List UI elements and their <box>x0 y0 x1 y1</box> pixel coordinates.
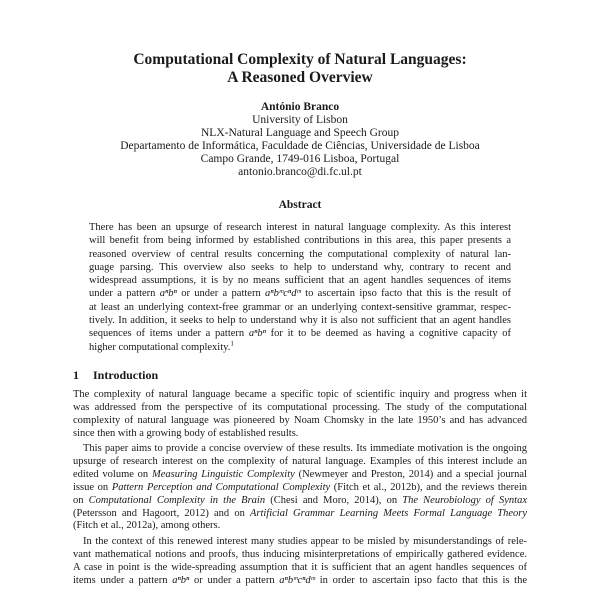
text-run: (Petersson and Hagoort, 2012) and on <box>73 507 250 519</box>
cited-title: Artificial Grammar Learning Meets Formal Language Theory <box>249 507 527 519</box>
text-run: in order to ascertain ipso facto that this is the <box>315 574 527 586</box>
body-line: was addressed from the perspective of its computational processing. The study of the computational <box>73 401 527 413</box>
text-run: items under a pattern <box>73 574 173 586</box>
text-run: under a pattern <box>89 288 160 300</box>
body-line: upsurge of research interest on the complexity of natural language. Examples of this interest include an <box>73 455 527 467</box>
abstract-line: widespread assumptions, it is by no means sufficient that an agent handles sequences of items <box>89 275 511 287</box>
text-run: to ascertain ipso facto that this is the result of <box>300 288 511 300</box>
body-line <box>73 575 527 588</box>
author-department: Departamento de Informática, Faculdade de Ciências, Universidade de Lisboa <box>120 140 480 152</box>
section-number: 1 <box>73 368 79 382</box>
abstract-text <box>89 221 511 354</box>
footnote-mark: 1 <box>230 340 234 348</box>
paper-title-line-1: Computational Complexity of Natural Languages: <box>133 51 467 68</box>
section-title: Introduction <box>93 368 159 382</box>
text-run: (Fitch et al., 2012b), and the reviews therein <box>330 481 527 493</box>
author-block <box>60 101 540 179</box>
text-run: on <box>73 494 89 506</box>
cited-title: The Neurobiology of Syntax <box>402 494 527 506</box>
math-pattern: aⁿbⁿ <box>172 574 190 586</box>
intro-paragraph-3 <box>73 536 527 588</box>
body-line: vant mathematical notions and proofs, thus inducing misinterpretations of empirically gathered evidence. <box>73 548 527 560</box>
text-run: or under a pattern <box>189 574 280 586</box>
abstract-line: There has been an upsurge of research interest in natural language complexity. As this interest <box>89 222 511 233</box>
body-line: A case in point is the wide-spreading assumption that it is sufficient that an agent handles sequences of <box>73 561 527 573</box>
math-pattern: aⁿbᵐcⁿdᵐ <box>265 288 301 300</box>
author-name: António Branco <box>260 101 340 113</box>
body-line: (Fitch et al., 2012a), among others. <box>73 520 221 532</box>
author-address: Campo Grande, 1749-016 Lisboa, Portugal <box>200 153 400 165</box>
cited-title: Computational Complexity in the Brain <box>88 494 266 506</box>
body-line: In the context of this renewed interest many studies appear to be misled by misunderstandings of rele- <box>83 536 527 547</box>
body-line: This paper aims to provide a concise overview of these results. Its immediate motivation is the ongoing <box>83 443 527 454</box>
text-run: edited volume on <box>73 468 152 480</box>
math-pattern: aⁿbᵐcⁿdᵐ <box>279 574 316 586</box>
text-run: (Newmeyer and Preston, 2014) and a special journal <box>294 468 527 480</box>
abstract-heading: Abstract <box>278 199 322 211</box>
text-run: higher computational complexity. <box>89 341 231 353</box>
abstract-line <box>89 341 511 354</box>
abstract-line: tively. In addition, it seeks to help to understand why it is also not sufficient that an agent handles <box>89 315 511 327</box>
author-email: antonio.branco@di.fc.ul.pt <box>238 166 362 178</box>
abstract-line <box>89 327 511 340</box>
abstract-line: at least an underlying context-free grammar or an underlying context-sensitive grammar, respec- <box>89 301 511 313</box>
author-group: NLX-Natural Language and Speech Group <box>201 127 399 139</box>
text-run: issue on <box>73 481 112 493</box>
body-line <box>73 482 527 495</box>
abstract-line: reasoned overview of central results concerning the computational complexity of natural lan- <box>89 248 511 260</box>
author-university: University of Lisbon <box>252 114 348 126</box>
cited-title: Measuring Linguistic Complexity <box>151 468 295 480</box>
body-line: complexity of natural language was pioneered by Noam Chomsky in the late 1950’s and has advanced <box>73 414 527 426</box>
intro-paragraph-2 <box>73 443 527 533</box>
body-line: since then with a growing body of established results. <box>73 427 299 439</box>
abstract-line <box>89 287 511 300</box>
body-line: The complexity of natural language became a specific topic of scientific inquiry and progress when it <box>73 389 527 400</box>
body-line <box>73 469 527 482</box>
section-heading-introduction <box>73 368 158 383</box>
text-run: sequences of items under a pattern <box>89 328 249 340</box>
body-line <box>73 495 527 508</box>
abstract-line: guage parsing. This overview also seeks to help to understand why, contrary to recent and <box>89 261 511 273</box>
text-run: for it to be deemed as having a cognitive capacity of <box>265 328 511 340</box>
math-pattern: aⁿbⁿ <box>248 328 266 340</box>
abstract-line: will benefit from being informed by established contributions in this area, this paper presents a <box>89 235 511 247</box>
text-run: or under a pattern <box>176 288 266 300</box>
math-pattern: aⁿbⁿ <box>159 288 177 300</box>
cited-title: Pattern Perception and Computational Complexity <box>111 481 331 493</box>
text-run: (Chesi and Moro, 2014), on <box>265 494 403 506</box>
body-line <box>73 508 527 521</box>
paper-title-line-2: A Reasoned Overview <box>227 69 373 86</box>
intro-paragraph-1 <box>73 389 527 441</box>
